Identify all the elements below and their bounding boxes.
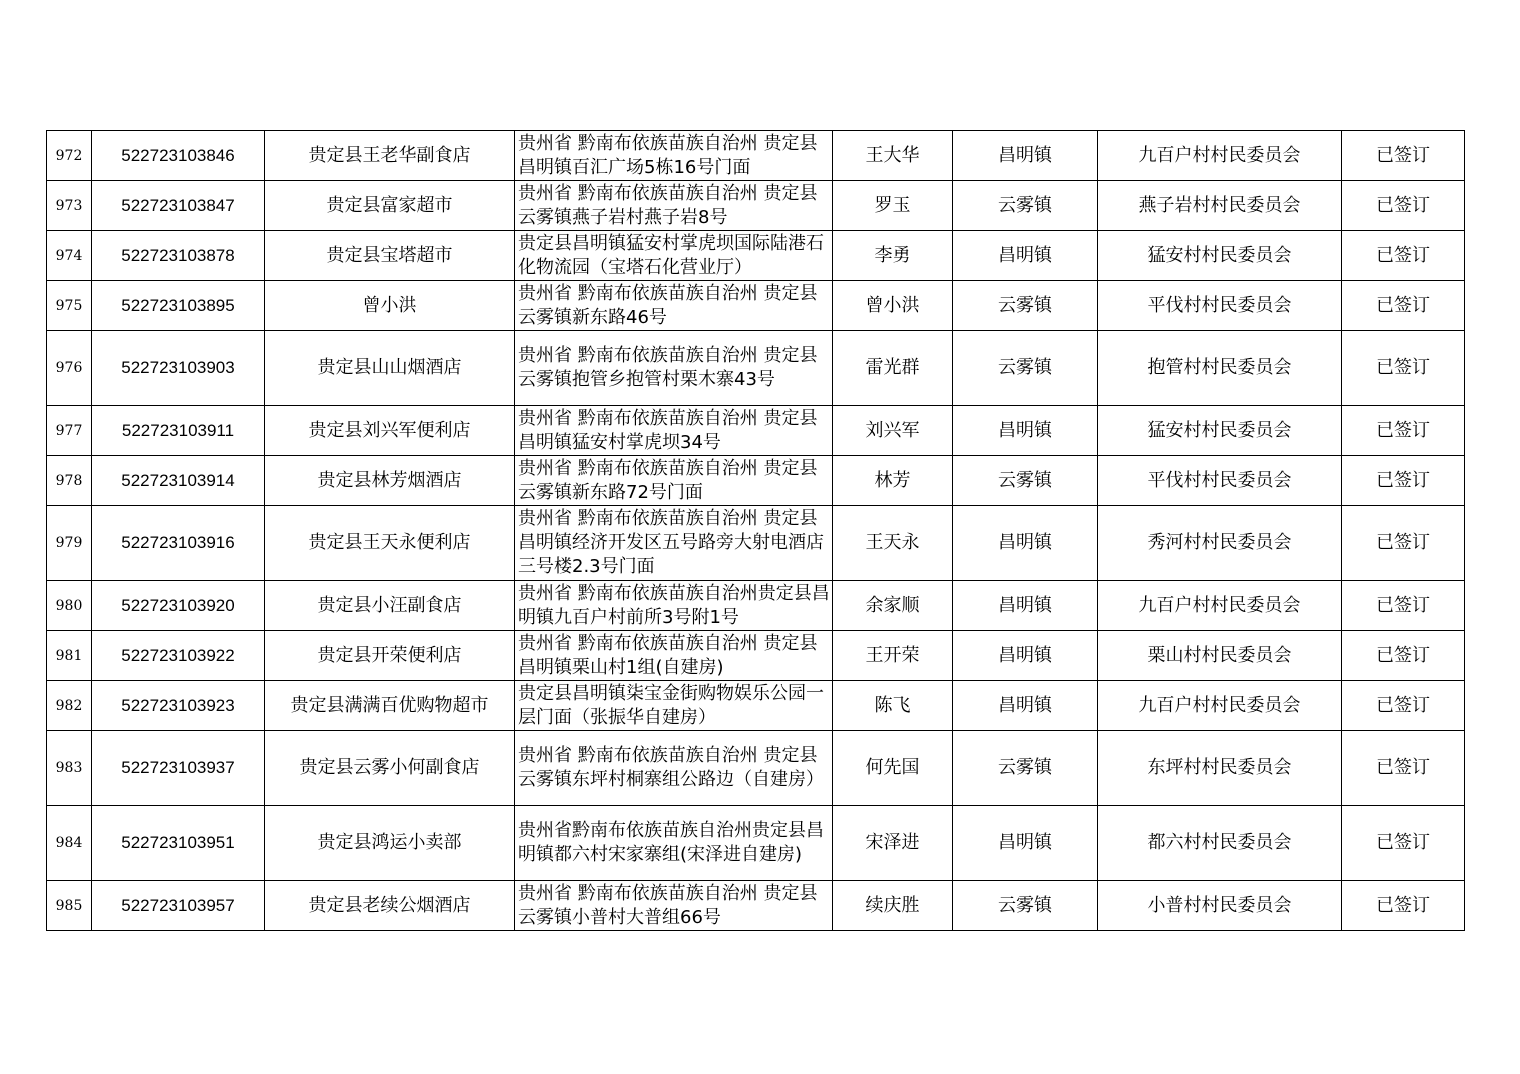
village-committee-cell: 九百户村村民委员会 [1098,681,1342,731]
shop-name-cell: 贵定县富家超市 [265,181,515,231]
license-code-cell: 522723103937 [92,731,265,806]
owner-cell: 刘兴军 [833,406,953,456]
village-committee-cell: 平伐村村民委员会 [1098,456,1342,506]
address-cell: 贵州省黔南布依族苗族自治州贵定县昌明镇都六村宋家寨组(宋泽进自建房) [515,806,833,881]
status-cell: 已签订 [1342,581,1465,631]
row-seq-cell: 972 [47,131,92,181]
owner-cell: 王天永 [833,506,953,581]
status-cell: 已签订 [1342,281,1465,331]
town-cell: 昌明镇 [953,681,1098,731]
row-seq-cell: 980 [47,581,92,631]
table-row [47,581,1465,631]
shop-name-cell: 贵定县王老华副食店 [265,131,515,181]
address-cell: 贵州省 黔南布依族苗族自治州 贵定县昌明镇栗山村1组(自建房) [515,631,833,681]
row-seq-cell: 975 [47,281,92,331]
table-row [47,731,1465,806]
status-cell: 已签订 [1342,506,1465,581]
town-cell: 昌明镇 [953,506,1098,581]
row-seq-cell: 976 [47,331,92,406]
table-row [47,406,1465,456]
row-seq-cell: 974 [47,231,92,281]
shop-name-cell: 贵定县开荣便利店 [265,631,515,681]
license-code-cell: 522723103846 [92,131,265,181]
shop-name-cell: 贵定县云雾小何副食店 [265,731,515,806]
address-cell: 贵州省 黔南布依族苗族自治州 贵定县云雾镇抱管乡抱管村栗木寨43号 [515,331,833,406]
owner-cell: 陈飞 [833,681,953,731]
status-cell: 已签订 [1342,456,1465,506]
row-seq-cell: 981 [47,631,92,681]
status-cell: 已签订 [1342,881,1465,931]
row-seq-cell: 984 [47,806,92,881]
owner-cell: 余家顺 [833,581,953,631]
village-committee-cell: 栗山村村民委员会 [1098,631,1342,681]
status-cell: 已签订 [1342,181,1465,231]
status-cell: 已签订 [1342,806,1465,881]
town-cell: 昌明镇 [953,631,1098,681]
town-cell: 云雾镇 [953,731,1098,806]
town-cell: 昌明镇 [953,131,1098,181]
license-code-cell: 522723103847 [92,181,265,231]
license-code-cell: 522723103957 [92,881,265,931]
town-cell: 云雾镇 [953,331,1098,406]
address-cell: 贵州省 黔南布依族苗族自治州 贵定县云雾镇东坪村桐寨组公路边（自建房） [515,731,833,806]
table-row [47,331,1465,406]
shop-name-cell: 贵定县满满百优购物超市 [265,681,515,731]
shop-name-cell: 贵定县王天永便利店 [265,506,515,581]
license-code-cell: 522723103895 [92,281,265,331]
address-cell: 贵州省 黔南布依族苗族自治州 贵定县云雾镇小普村大普组66号 [515,881,833,931]
row-seq-cell: 985 [47,881,92,931]
address-cell: 贵州省 黔南布依族苗族自治州 贵定县云雾镇燕子岩村燕子岩8号 [515,181,833,231]
shop-name-cell: 贵定县山山烟酒店 [265,331,515,406]
owner-cell: 续庆胜 [833,881,953,931]
row-seq-cell: 973 [47,181,92,231]
table-row [47,681,1465,731]
license-code-cell: 522723103920 [92,581,265,631]
address-cell: 贵定县昌明镇猛安村掌虎坝国际陆港石化物流园（宝塔石化营业厅） [515,231,833,281]
table-row [47,806,1465,881]
row-seq-cell: 982 [47,681,92,731]
owner-cell: 曾小洪 [833,281,953,331]
owner-cell: 王开荣 [833,631,953,681]
license-code-cell: 522723103911 [92,406,265,456]
license-code-cell: 522723103914 [92,456,265,506]
shop-name-cell: 贵定县小汪副食店 [265,581,515,631]
shop-name-cell: 贵定县鸿运小卖部 [265,806,515,881]
table-row [47,181,1465,231]
status-cell: 已签订 [1342,406,1465,456]
village-committee-cell: 东坪村村民委员会 [1098,731,1342,806]
status-cell: 已签订 [1342,631,1465,681]
owner-cell: 李勇 [833,231,953,281]
row-seq-cell: 978 [47,456,92,506]
village-committee-cell: 都六村村民委员会 [1098,806,1342,881]
table-row [47,231,1465,281]
village-committee-cell: 猛安村村民委员会 [1098,406,1342,456]
village-committee-cell: 抱管村村民委员会 [1098,331,1342,406]
shop-name-cell: 贵定县刘兴军便利店 [265,406,515,456]
row-seq-cell: 983 [47,731,92,806]
address-cell: 贵州省 黔南布依族苗族自治州贵定县昌明镇九百户村前所3号附1号 [515,581,833,631]
address-cell: 贵州省 黔南布依族苗族自治州 贵定县昌明镇百汇广场5栋16号门面 [515,131,833,181]
owner-cell: 王大华 [833,131,953,181]
town-cell: 云雾镇 [953,881,1098,931]
owner-cell: 林芳 [833,456,953,506]
town-cell: 昌明镇 [953,806,1098,881]
shop-name-cell: 贵定县林芳烟酒店 [265,456,515,506]
town-cell: 云雾镇 [953,281,1098,331]
town-cell: 昌明镇 [953,231,1098,281]
village-committee-cell: 秀河村村民委员会 [1098,506,1342,581]
table-row [47,456,1465,506]
owner-cell: 宋泽进 [833,806,953,881]
village-committee-cell: 燕子岩村村民委员会 [1098,181,1342,231]
row-seq-cell: 977 [47,406,92,456]
table-row [47,631,1465,681]
village-committee-cell: 九百户村村民委员会 [1098,131,1342,181]
table-row [47,506,1465,581]
town-cell: 云雾镇 [953,456,1098,506]
owner-cell: 雷光群 [833,331,953,406]
shop-name-cell: 曾小洪 [265,281,515,331]
shop-name-cell: 贵定县老续公烟酒店 [265,881,515,931]
address-cell: 贵定县昌明镇柒宝金街购物娱乐公园一层门面（张振华自建房） [515,681,833,731]
license-code-cell: 522723103951 [92,806,265,881]
village-committee-cell: 猛安村村民委员会 [1098,231,1342,281]
status-cell: 已签订 [1342,731,1465,806]
town-cell: 云雾镇 [953,181,1098,231]
village-committee-cell: 小普村村民委员会 [1098,881,1342,931]
license-code-cell: 522723103923 [92,681,265,731]
table-row [47,131,1465,181]
license-code-cell: 522723103922 [92,631,265,681]
status-cell: 已签订 [1342,231,1465,281]
village-committee-cell: 平伐村村民委员会 [1098,281,1342,331]
address-cell: 贵州省 黔南布依族苗族自治州 贵定县昌明镇经济开发区五号路旁大射电酒店三号楼2.3号门面 [515,506,833,581]
address-cell: 贵州省 黔南布依族苗族自治州 贵定县昌明镇猛安村掌虎坝34号 [515,406,833,456]
table-row [47,881,1465,931]
license-code-cell: 522723103916 [92,506,265,581]
license-code-cell: 522723103903 [92,331,265,406]
status-cell: 已签订 [1342,331,1465,406]
shop-name-cell: 贵定县宝塔超市 [265,231,515,281]
table-row [47,281,1465,331]
address-cell: 贵州省 黔南布依族苗族自治州 贵定县云雾镇新东路72号门面 [515,456,833,506]
retailer-table [46,130,1465,931]
village-committee-cell: 九百户村村民委员会 [1098,581,1342,631]
status-cell: 已签订 [1342,131,1465,181]
town-cell: 昌明镇 [953,581,1098,631]
town-cell: 昌明镇 [953,406,1098,456]
owner-cell: 罗玉 [833,181,953,231]
license-code-cell: 522723103878 [92,231,265,281]
owner-cell: 何先国 [833,731,953,806]
status-cell: 已签订 [1342,681,1465,731]
row-seq-cell: 979 [47,506,92,581]
address-cell: 贵州省 黔南布依族苗族自治州 贵定县云雾镇新东路46号 [515,281,833,331]
